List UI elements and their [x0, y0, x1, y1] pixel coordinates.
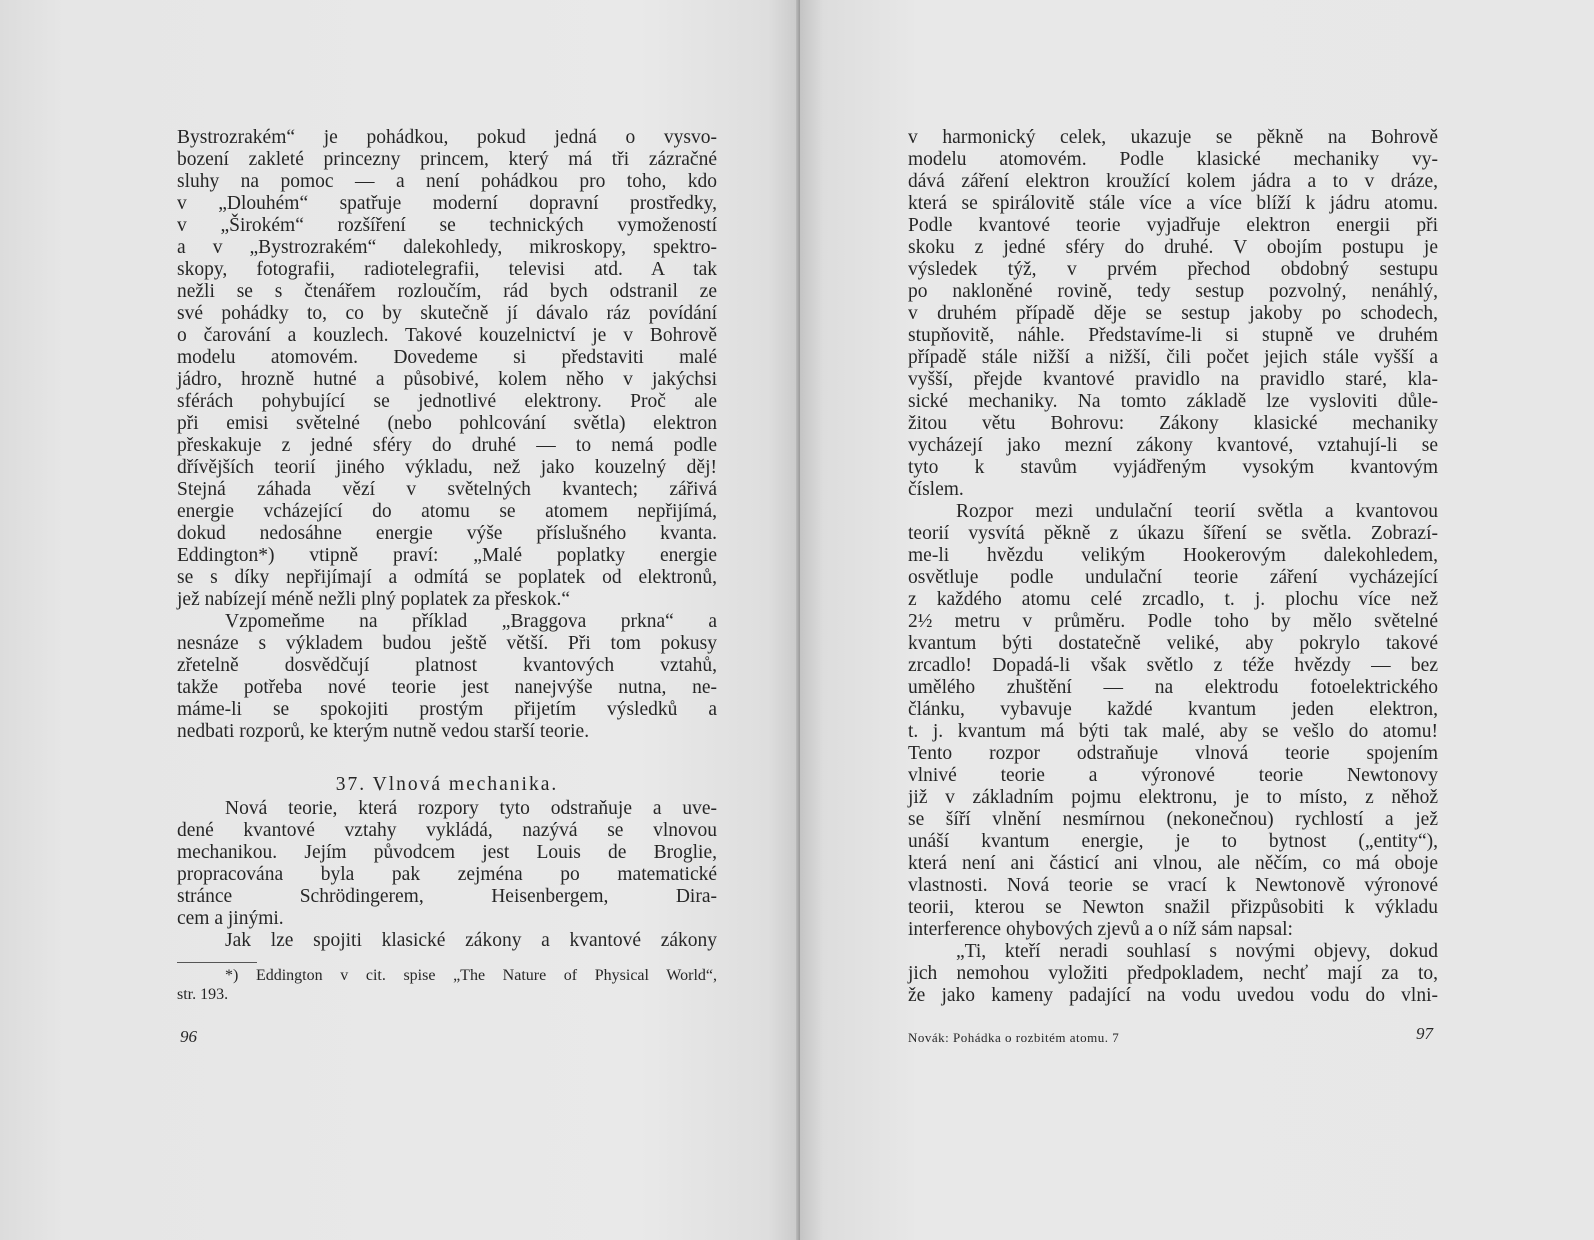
text-line: takže potřeba nové teorie jest nanejvýše nutna, ne- — [177, 677, 717, 698]
left-section-text — [177, 798, 717, 952]
text-line: z každého atomu celé zrcadlo, t. j. plochu více než — [908, 589, 1438, 610]
text-line: sférách pohybující se jednotlivé elektrony. Proč ale — [177, 391, 717, 412]
text-line: vyšší, přejde kvantové pravidlo na pravidlo staré, kla- — [908, 369, 1438, 390]
text-line: již v základním pojmu elektronu, je to místo, z něhož — [908, 787, 1438, 808]
text-line: zrcadlo! Dopadá-li však světlo z téže hvězdy — bez — [908, 655, 1438, 676]
text-line: energie vcházející do atomu se atomem nepřijímá, — [177, 501, 717, 522]
text-line: Tento rozpor odstraňuje vlnová teorie spojením — [908, 743, 1438, 764]
text-line: bození zakleté princezny princem, který má tři zázračné — [177, 149, 717, 170]
text-line: která není ani částicí ani vlnou, ale něčím, co má oboje — [908, 853, 1438, 874]
text-line: dené kvantové vztahy vykládá, nazývá se vlnovou — [177, 820, 717, 841]
text-line: která se spirálovitě stále více a více blíží k jádru atomu. — [908, 193, 1438, 214]
text-line: Bystrozrakém“ je pohádkou, pokud jedná o vysvo- — [177, 127, 717, 148]
text-line: dává záření elektron kroužící kolem jádra a to v dráze, — [908, 171, 1438, 192]
text-line: po nakloněné rovině, tedy sestup pozvolný, nenáhlý, — [908, 281, 1438, 302]
text-line: vlastnosti. Nová teorie se vrací k Newtonově výronové — [908, 875, 1438, 896]
text-line: teorií vysvítá pěkně z úkazu šíření se světla. Zobrazí- — [908, 523, 1438, 544]
text-line: v „Širokém“ rozšíření se technických vymožeností — [177, 215, 717, 236]
text-line: unáší kvantum energie, je to bytnost („entity“), — [908, 831, 1438, 852]
text-line: jádro, hrozně hutné a působivé, kolem něho v jakýchsi — [177, 369, 717, 390]
text-line: žitou větu Bohrovu: Zákony klasické mechaniky — [908, 413, 1438, 434]
text-line: „Ti, kteří neradi souhlasí s novými objevy, dokud — [956, 941, 1438, 962]
text-line: interference ohybových zjevů a o níž sám napsal: — [908, 919, 1293, 940]
text-line: své pohádky to, co by skutečně jí dávalo ráz povídání — [177, 303, 717, 324]
footnote — [177, 966, 717, 1004]
text-line: t. j. kvantum má býti tak malé, aby se vešlo do atomu! — [908, 721, 1438, 742]
text-line: modelu atomovém. Podle klasické mechaniky vy- — [908, 149, 1438, 170]
text-line: číslem. — [908, 479, 964, 500]
text-line: osvětluje podle undulační teorie záření vycházející — [908, 567, 1438, 588]
text-line: jich nemohou vyložiti předpokladem, nechť mají za to, — [908, 963, 1438, 984]
text-line: kvantum býti dostatečně veliké, aby pokrylo takové — [908, 633, 1438, 654]
printer-signature: Novák: Pohádka o rozbitém atomu. 7 — [908, 1030, 1120, 1045]
text-line: Eddington*) vtipně praví: „Malé poplatky energie — [177, 545, 717, 566]
text-line: se šíří vlnění nesmírnou (nekonečnou) rychlostí a jež — [908, 809, 1438, 830]
text-line: stupňovitě, náhle. Představíme-li si stupně ve druhém — [908, 325, 1438, 346]
text-line: propracována byla pak zejména po matematické — [177, 864, 717, 885]
right-page — [800, 0, 1594, 1240]
text-line: Vzpomeňme na příklad „Braggova prkna“ a — [225, 611, 717, 632]
text-line: se s díky nepřijímají a odmítá se poplatek od elektronů, — [177, 567, 717, 588]
left-body-text — [177, 127, 717, 743]
text-line: vycházejí jako mezní zákony kvantové, vztahují-li se — [908, 435, 1438, 456]
text-line: teorii, kterou se Newton snažil přizpůsobiti k výkladu — [908, 897, 1438, 918]
text-line: Podle kvantové teorie vyjadřuje elektron energii při — [908, 215, 1438, 236]
text-line: stránce Schrödingerem, Heisenbergem, Dira- — [177, 886, 717, 907]
text-line: modelu atomovém. Dovedeme si představiti malé — [177, 347, 717, 368]
text-line: jež nabízejí méně nežli plný poplatek za přeskok.“ — [177, 589, 571, 610]
text-line: a v „Bystrozrakém“ dalekohledy, mikroskopy, spektro- — [177, 237, 717, 258]
footnote-rule — [177, 962, 257, 963]
text-line: sické mechaniky. Na tomto základě lze vysloviti důle- — [908, 391, 1438, 412]
text-line: Jak lze spojiti klasické zákony a kvantové zákony — [225, 930, 717, 951]
text-line: máme-li se spokojiti prostým přijetím výsledků a — [177, 699, 717, 720]
text-line: skoku z jedné sféry do druhé. V obojím postupu je — [908, 237, 1438, 258]
page-number-left: 96 — [180, 1027, 197, 1046]
text-line: cem a jinými. — [177, 908, 284, 929]
text-line: Rozpor mezi undulační teorií světla a kvantovou — [956, 501, 1438, 522]
text-line: v harmonický celek, ukazuje se pěkně na Bohrově — [908, 127, 1438, 148]
text-line: případě stále nižší a nižší, čili počet jejich stále vyšší a — [908, 347, 1438, 368]
text-line: o čarování a kouzlech. Takové kouzelnictví je v Bohrově — [177, 325, 717, 346]
text-line: 2½ metru v průměru. Podle toho by mělo světelné — [908, 611, 1438, 632]
text-line: sluhy na pomoc — a není pohádkou pro toho, kdo — [177, 171, 717, 192]
text-line: dokud nedosáhne energie výše příslušného kvanta. — [177, 523, 717, 544]
text-line: dřívějších teorií jiného výkladu, než jako kouzelný děj! — [177, 457, 717, 478]
text-line: při emisi světelné (nebo pohlcování světla) elektron — [177, 413, 717, 434]
footnote-line: str. 193. — [177, 986, 229, 1003]
text-line: Nová teorie, která rozpory tyto odstraňuje a uve- — [225, 798, 717, 819]
page-number-right: 97 — [1416, 1024, 1433, 1043]
text-line: výsledek týž, v prvém přechod obdobný sestupu — [908, 259, 1438, 280]
text-line: vlnivé teorie a výronové teorie Newtonovy — [908, 765, 1438, 786]
text-line: Stejná záhada vězí v světelných kvantech; zářivá — [177, 479, 717, 500]
text-line: nesnáze s výkladem budou ještě větší. Při tom pokusy — [177, 633, 717, 654]
text-line: umělého zhuštění — na elektrodu fotoelektrického — [908, 677, 1438, 698]
section-heading: 37. Vlnová mechanika. — [335, 774, 559, 795]
text-line: skopy, fotografii, radiotelegrafii, televisi atd. A tak — [177, 259, 717, 280]
text-line: v „Dlouhém“ spatřuje moderní dopravní prostředky, — [177, 193, 717, 214]
text-line: zřetelně dosvědčují platnost kvantových vztahů, — [177, 655, 717, 676]
footnote-line: *) Eddington v cit. spise „The Nature of Physical World“, — [225, 967, 717, 984]
text-line: že jako kameny padající na vodu uvedou vodu do vlni- — [908, 985, 1438, 1006]
right-body-text — [908, 127, 1438, 1007]
text-line: me-li hvězdu velikým Hookerovým dalekohledem, — [908, 545, 1438, 566]
text-line: článku, vybavuje každé kvantum jeden elektron, — [908, 699, 1438, 720]
text-line: přeskakuje z jedné sféry do druhé — to nemá podle — [177, 435, 717, 456]
text-line: mechanikou. Jejím původcem jest Louis de Broglie, — [177, 842, 717, 863]
text-line: v druhém případě děje se sestup jakoby po schodech, — [908, 303, 1438, 324]
text-line: nežli se s čtenářem rozloučím, rád bych odstranil ze — [177, 281, 717, 302]
text-line: nedbati rozporů, ke kterým nutně vedou starší teorie. — [177, 721, 590, 742]
text-line: tyto k stavům vyjádřeným vysokým kvantovým — [908, 457, 1438, 478]
